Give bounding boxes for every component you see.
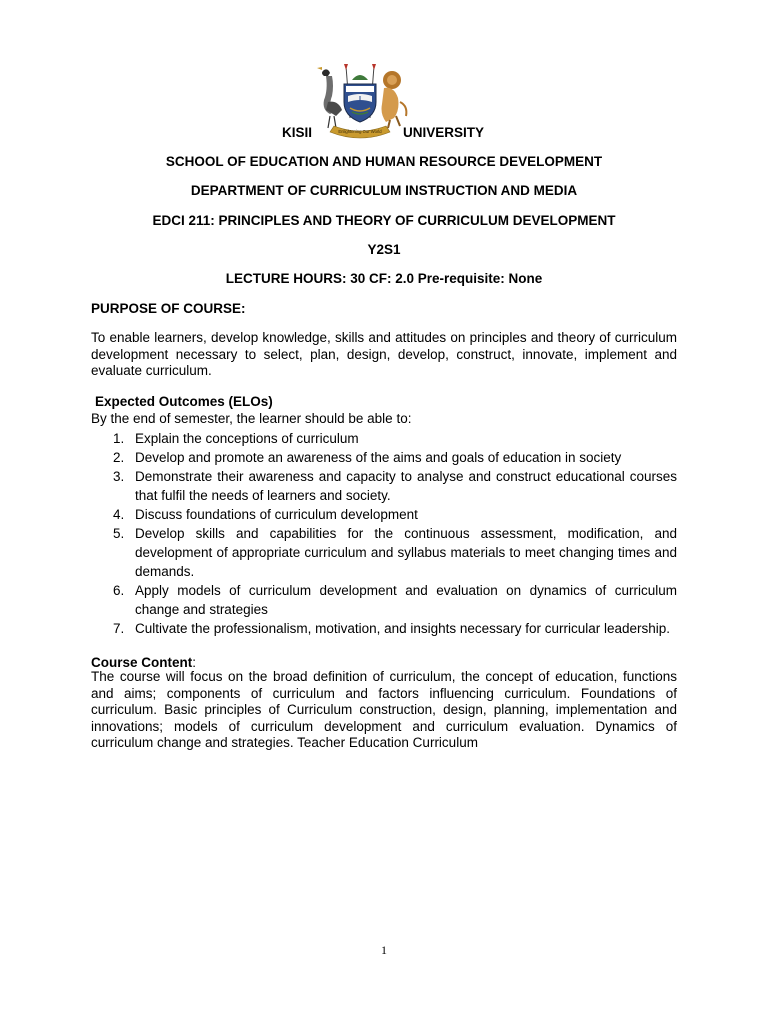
outcomes-list	[91, 429, 677, 638]
list-number: 5.	[113, 526, 125, 541]
university-crest-logo	[310, 62, 410, 142]
list-text: Develop skills and capabilities for the continuous assessment, modification, and development of appropriate curriculum and syllabus materials to meet changing times and demands.	[135, 526, 677, 579]
lecture-hours: LECTURE HOURS: 30 CF: 2.0 Pre-requisite: None	[225, 271, 543, 286]
university-name-left: KISII	[282, 125, 313, 140]
crane-supporter	[317, 67, 342, 128]
list-text: Cultivate the professionalism, motivation, and insights necessary for curricular leadership.	[135, 621, 670, 636]
page-number: 1	[381, 943, 387, 957]
crest-shield	[344, 84, 376, 122]
school-title: SCHOOL OF EDUCATION AND HUMAN RESOURCE DEVELOPMENT	[165, 154, 603, 169]
list-text: Demonstrate their awareness and capacity to analyse and construct educational courses that fulfil the needs of learners and society.	[135, 469, 677, 503]
lion-supporter	[382, 71, 407, 128]
list-text: Apply models of curriculum development and evaluation on dynamics of curriculum change and strategies	[135, 583, 677, 617]
content-text: The course will focus on the broad definition of curriculum, the concept of education, functions and aims; components of curriculum and factors influencing curriculum. Foundations of curriculum. Basic principles of Curriculum construction, design, planning, implementation and innovations; models of curriculum development and curriculum evaluation. Dynamics of curriculum change and strategies. Teacher Education Curriculum	[91, 669, 677, 750]
list-number: 4.	[113, 507, 125, 522]
purpose-heading: PURPOSE OF COURSE:	[91, 301, 246, 316]
list-number: 3.	[113, 469, 125, 484]
outcomes-intro: By the end of semester, the learner should be able to:	[91, 411, 412, 426]
list-item	[91, 467, 677, 505]
department-title: DEPARTMENT OF CURRICULUM INSTRUCTION AND MEDIA	[190, 183, 578, 198]
list-text: Explain the conceptions of curriculum	[135, 431, 359, 446]
list-item	[91, 524, 677, 581]
list-number: 2.	[113, 450, 125, 465]
list-number: 1.	[113, 431, 125, 446]
year-semester: Y2S1	[367, 242, 401, 257]
content-heading-colon: :	[192, 655, 197, 670]
list-number: 7.	[113, 621, 125, 636]
content-heading: Course Content	[91, 655, 193, 670]
list-item	[91, 581, 677, 619]
list-item	[91, 619, 677, 638]
motto-text: Enlightening Our World	[338, 129, 382, 134]
list-number: 6.	[113, 583, 125, 598]
list-text: Discuss foundations of curriculum development	[135, 507, 418, 522]
purpose-text: To enable learners, develop knowledge, skills and attitudes on principles and theory of curriculum development necessary to select, plan, design, develop, construct, innovate, implement and evaluate curriculum.	[91, 330, 677, 378]
outcomes-heading: Expected Outcomes (ELOs)	[95, 394, 273, 409]
university-name-right: UNIVERSITY	[403, 125, 485, 140]
list-item	[91, 505, 677, 524]
motto-ribbon	[330, 126, 390, 138]
list-item	[91, 429, 677, 448]
course-title: EDCI 211: PRINCIPLES AND THEORY OF CURRICULUM DEVELOPMENT	[152, 213, 616, 228]
list-item	[91, 448, 677, 467]
content-heading-line	[91, 655, 196, 670]
list-text: Develop and promote an awareness of the aims and goals of education in society	[135, 450, 622, 465]
